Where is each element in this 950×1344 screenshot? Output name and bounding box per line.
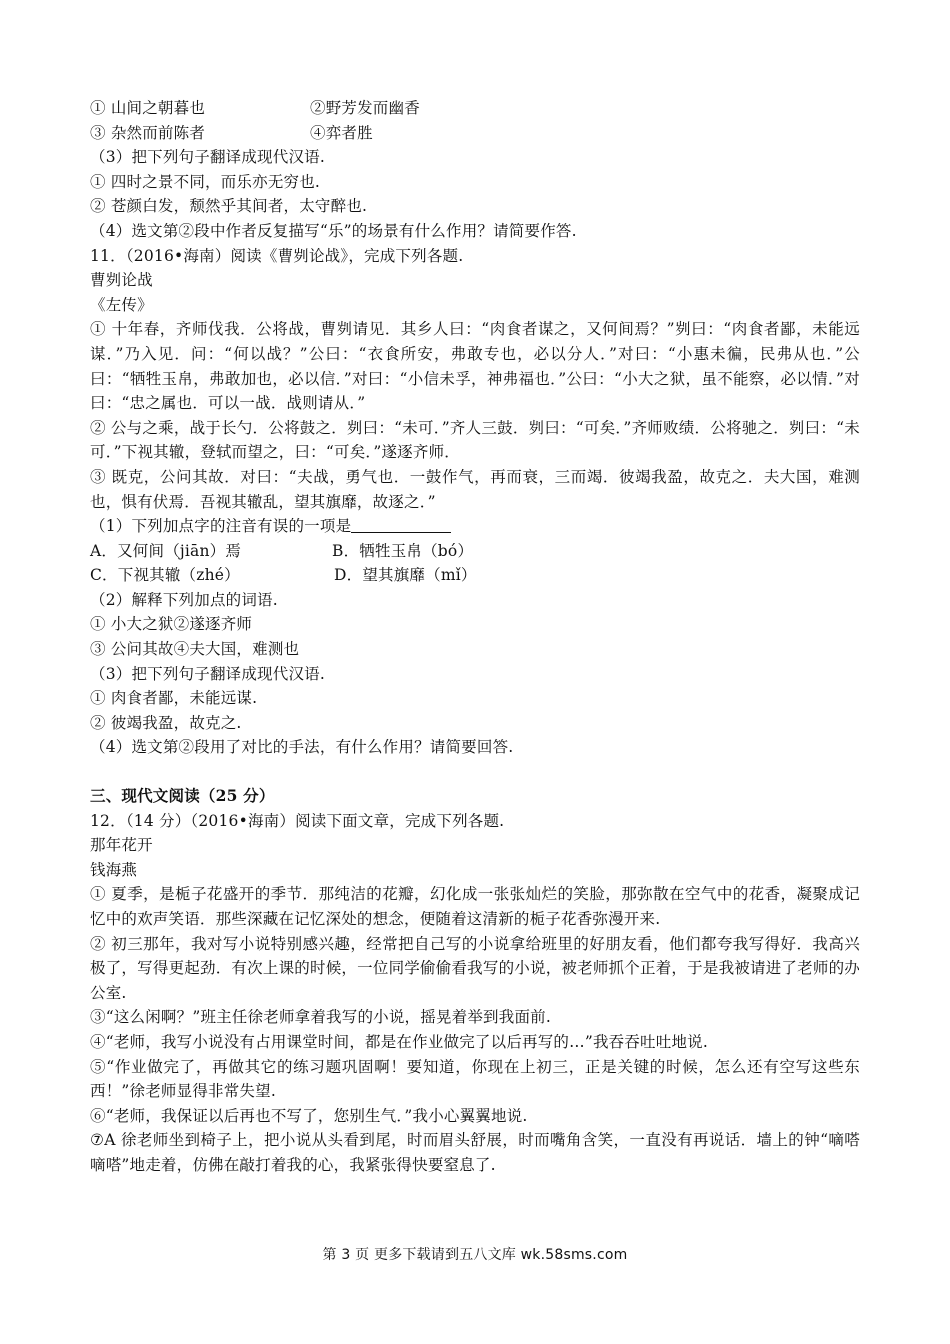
translation-item: ① 四时之景不同，而乐亦无穷也. bbox=[90, 172, 321, 191]
article-paragraph: ③ 既克，公问其故．对曰：“夫战，勇气也．一鼓作气，再而衰，三而竭．彼竭我盈，故克之．夫大国，难测也，惧有伏焉．吾视其辙乱，望其旗靡，故逐之．” bbox=[90, 467, 860, 511]
option-item: ②野芳发而幽香 bbox=[310, 99, 420, 117]
translation-item: ② 彼竭我盈，故克之. bbox=[90, 713, 242, 732]
article-paragraph: ⑥“老师，我保证以后再也不写了，您别生气．”我小心翼翼地说. bbox=[90, 1106, 528, 1125]
option-row bbox=[90, 539, 860, 564]
option-row bbox=[90, 121, 860, 146]
page-footer: 第 3 页 更多下载请到五八文库 wk.58sms.com bbox=[322, 1247, 628, 1263]
option-item: ③ 杂然而前陈者 bbox=[90, 123, 206, 142]
article-paragraph: ② 初三那年，我对写小说特别感兴趣，经常把自己写的小说拿给班里的好朋友看，他们都夸我写得好．我高兴极了，写得更起劲．有次上课的时候，一位同学偷偷看我写的小说，被老师抓个正着，于是我被请进了老师的办公室. bbox=[90, 934, 860, 1002]
word-item: ① 小大之狱②遂逐齐师 bbox=[90, 615, 253, 634]
question-header: 11．（2016•海南）阅读《曹刿论战》，完成下列各题. bbox=[90, 246, 464, 265]
question-text: （1）下列加点字的注音有误的一项是 bbox=[90, 517, 352, 536]
section-heading: 三、现代文阅读（25 分） bbox=[90, 786, 275, 806]
answer-blank bbox=[351, 516, 451, 533]
article-paragraph: ⑤“作业做完了，再做其它的练习题巩固啊！要知道，你现在上初三，正是关键的时候，怎么还有空写这些东西！”徐老师显得非常失望. bbox=[90, 1057, 860, 1101]
translation-item: ① 肉食者鄙，未能远谋. bbox=[90, 689, 258, 708]
question-text: （2）解释下列加点的词语. bbox=[90, 590, 278, 609]
option-item: C．下视其辙（zhé） bbox=[90, 566, 240, 585]
article-paragraph: ① 十年春，齐师伐我．公将战，曹刿请见．其乡人曰：“肉食者谋之，又何间焉？”刿曰：“肉食者鄙，未能远谋．”乃入见．问：“何以战？”公曰：“衣食所安，弗敢专也，必以分人．”对曰：“小惠未徧，民弗从也．”公曰：“牺牲玉帛，弗敢加也，必以信．”对曰：“小信未孚，神弗福也．”公曰：“小大之狱，虽不能察，必以情．”对曰：“忠之属也．可以一战．战则请从．” bbox=[90, 320, 860, 413]
question-text: （3）把下列句子翻译成现代汉语. bbox=[90, 148, 325, 167]
question-header: 12．（14 分）（2016•海南）阅读下面文章，完成下列各题. bbox=[90, 811, 505, 830]
article-paragraph: ① 夏季，是栀子花盛开的季节．那纯洁的花瓣，幻化成一张张灿烂的笑脸，那弥散在空气中的花香，凝聚成记忆中的欢声笑语．那些深藏在记忆深处的想念，便随着这清新的栀子花香弥漫开来. bbox=[90, 885, 860, 928]
question-text: （3）把下列句子翻译成现代汉语. bbox=[90, 664, 325, 683]
question-text: （4）选文第②段中作者反复描写“乐”的场景有什么作用？请简要作答. bbox=[90, 221, 577, 240]
question-text: （4）选文第②段用了对比的手法，有什么作用？请简要回答. bbox=[90, 738, 514, 757]
page-content bbox=[90, 96, 860, 1178]
article-paragraph: ③“这么闲啊？”班主任徐老师拿着我写的小说，摇晃着举到我面前. bbox=[90, 1008, 551, 1027]
option-item: ① 山间之朝暮也 bbox=[90, 99, 206, 117]
option-item: A．又何间（jiān）焉 bbox=[90, 541, 242, 560]
word-item: ③ 公问其故④夫大国，难测也 bbox=[90, 640, 300, 659]
article-author: 钱海燕 bbox=[90, 860, 138, 879]
article-paragraph: ② 公与之乘，战于长勺．公将鼓之．刿曰：“未可．”齐人三鼓．刿曰：“可矣．”齐师败绩．公将驰之．刿曰：“未可．”下视其辙，登轼而望之，曰：“可矣．”遂逐齐师． bbox=[90, 418, 860, 462]
article-title: 那年花开 bbox=[90, 836, 153, 855]
article-paragraph: ④“老师，我写小说没有占用课堂时间，都是在作业做完了以后再写的…”我吞吞吐吐地说. bbox=[90, 1032, 708, 1051]
option-item: B．牺牲玉帛（bó） bbox=[332, 541, 474, 560]
translation-item: ② 苍颜白发，颓然乎其间者，太守醉也. bbox=[90, 197, 368, 216]
article-paragraph: ⑦A 徐老师坐到椅子上，把小说从头看到尾，时而眉头舒展，时而嘴角含笑，一直没有再说话．墙上的钟“嘀嗒嘀嗒”地走着，仿佛在敲打着我的心，我紧张得快要窒息了. bbox=[90, 1131, 860, 1174]
option-row bbox=[90, 563, 860, 588]
article-source: 《左传》 bbox=[90, 295, 153, 314]
article-title: 曹刿论战 bbox=[90, 271, 153, 290]
option-item: ④弈者胜 bbox=[310, 123, 373, 142]
option-item: D．望其旗靡（mǐ） bbox=[334, 566, 477, 585]
question-text bbox=[90, 514, 860, 539]
option-row bbox=[90, 96, 860, 121]
